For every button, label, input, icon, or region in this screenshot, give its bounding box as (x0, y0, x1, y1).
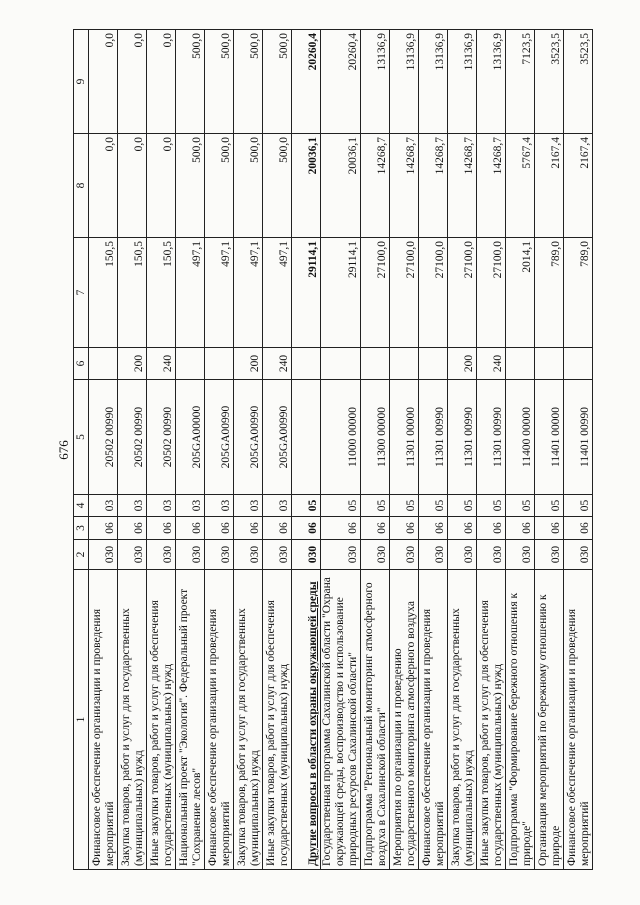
subsection-code-cell: 03 (176, 495, 205, 517)
amount-col8-cell: 14268,7 (419, 134, 448, 238)
target-article-cell: 11401 00990 (564, 380, 593, 495)
expense-type-cell (506, 348, 535, 380)
row-name-cell: Финансовое обеспечение организации и проведения мероприятий (419, 570, 448, 870)
target-article-cell: 20502 00990 (147, 380, 176, 495)
amount-col8-cell: 2167,4 (564, 134, 593, 238)
target-article-cell: 11400 00000 (506, 380, 535, 495)
table-row (419, 30, 448, 870)
section-code-cell: 06 (234, 517, 263, 540)
amount-col8-cell: 500,0 (176, 134, 205, 238)
admin-code-cell: 030 (564, 540, 593, 570)
amount-col8-cell: 0,0 (118, 134, 147, 238)
expense-type-cell (321, 348, 361, 380)
row-name-cell: Финансовое обеспечение организации и проведения мероприятий (89, 570, 118, 870)
table-row (263, 30, 292, 870)
expense-type-cell (292, 348, 321, 380)
table-row (147, 30, 176, 870)
table-row (477, 30, 506, 870)
rotated-content (56, 30, 640, 870)
admin-code-cell: 030 (263, 540, 292, 570)
row-name-cell: Подпрограмма "Региональный мониторинг атмосферного воздуха в Сахалинской области" (361, 570, 390, 870)
amount-col9-cell: 13136,9 (477, 30, 506, 134)
table-row (448, 30, 477, 870)
table-row (506, 30, 535, 870)
admin-code-cell: 030 (419, 540, 448, 570)
expense-type-cell: 240 (263, 348, 292, 380)
row-name-cell: Другие вопросы в области охраны окружающей среды (292, 570, 321, 870)
subsection-code-cell: 05 (564, 495, 593, 517)
admin-code-cell: 030 (390, 540, 419, 570)
expense-type-cell: 200 (448, 348, 477, 380)
subsection-code-cell: 05 (535, 495, 564, 517)
subsection-code-cell: 03 (118, 495, 147, 517)
amount-col7-cell: 27100,0 (448, 238, 477, 348)
row-name-cell: Иные закупки товаров, работ и услуг для обеспечения государственных (муниципальных) нужд (147, 570, 176, 870)
table-body (89, 30, 593, 870)
row-name-cell: Мероприятия по организации и проведению государственного мониторинга атмосферного воздуха (390, 570, 419, 870)
amount-col7-cell: 497,1 (234, 238, 263, 348)
row-name-cell: Государственная программа Сахалинской области "Охрана окружающей среды, воспроизводство и использование природных ресурсов Сахалинской области" (321, 570, 361, 870)
subsection-code-cell: 05 (477, 495, 506, 517)
column-header: 7 (74, 238, 89, 348)
column-header: 8 (74, 134, 89, 238)
expense-type-cell (390, 348, 419, 380)
amount-col8-cell: 14268,7 (477, 134, 506, 238)
admin-code-cell: 030 (205, 540, 234, 570)
header-row (74, 30, 89, 870)
row-name-cell: Национальный проект "Экология". Федеральный проект "Сохранение лесов" (176, 570, 205, 870)
amount-col7-cell: 497,1 (205, 238, 234, 348)
table-row (234, 30, 263, 870)
section-code-cell: 06 (390, 517, 419, 540)
target-article-cell: 205GA00990 (263, 380, 292, 495)
amount-col8-cell: 500,0 (263, 134, 292, 238)
target-article-cell: 205GA00000 (176, 380, 205, 495)
target-article-cell: 11301 00990 (419, 380, 448, 495)
admin-code-cell: 030 (321, 540, 361, 570)
amount-col9-cell: 0,0 (147, 30, 176, 134)
row-name-cell: Организация мероприятий по бережному отношению к природе (535, 570, 564, 870)
amount-col7-cell: 27100,0 (390, 238, 419, 348)
subsection-code-cell: 05 (361, 495, 390, 517)
table-row (321, 30, 361, 870)
section-code-cell: 06 (292, 517, 321, 540)
admin-code-cell: 030 (234, 540, 263, 570)
column-header: 5 (74, 380, 89, 495)
target-article-cell: 20502 00990 (89, 380, 118, 495)
row-name-cell: Закупка товаров, работ и услуг для государственных (муниципальных) нужд (234, 570, 263, 870)
subsection-code-cell: 03 (205, 495, 234, 517)
target-article-cell: 11300 00000 (361, 380, 390, 495)
table-row (390, 30, 419, 870)
expense-type-cell (205, 348, 234, 380)
table-row (535, 30, 564, 870)
amount-col9-cell: 0,0 (89, 30, 118, 134)
amount-col9-cell: 0,0 (118, 30, 147, 134)
admin-code-cell: 030 (477, 540, 506, 570)
expense-type-cell (419, 348, 448, 380)
target-article-cell: 205GA00990 (205, 380, 234, 495)
page-number: 676 (56, 440, 71, 460)
amount-col7-cell: 789,0 (535, 238, 564, 348)
target-article-cell (292, 380, 321, 495)
amount-col9-cell: 500,0 (205, 30, 234, 134)
admin-code-cell: 030 (506, 540, 535, 570)
admin-code-cell: 030 (448, 540, 477, 570)
section-code-cell: 06 (564, 517, 593, 540)
amount-col9-cell: 3523,5 (535, 30, 564, 134)
amount-col9-cell: 500,0 (234, 30, 263, 134)
amount-col7-cell: 150,5 (89, 238, 118, 348)
amount-col7-cell: 29114,1 (292, 238, 321, 348)
target-article-cell: 20502 00990 (118, 380, 147, 495)
section-code-cell: 06 (118, 517, 147, 540)
expense-type-cell (535, 348, 564, 380)
amount-col8-cell: 0,0 (147, 134, 176, 238)
expense-type-cell (361, 348, 390, 380)
amount-col9-cell: 7123,5 (506, 30, 535, 134)
amount-col8-cell: 20036,1 (292, 134, 321, 238)
section-code-cell: 06 (535, 517, 564, 540)
subsection-code-cell: 05 (506, 495, 535, 517)
amount-col7-cell: 27100,0 (361, 238, 390, 348)
amount-col7-cell: 27100,0 (477, 238, 506, 348)
subsection-code-cell: 03 (89, 495, 118, 517)
table-row (564, 30, 593, 870)
table-row (361, 30, 390, 870)
subsection-code-cell: 05 (448, 495, 477, 517)
subsection-code-cell: 05 (321, 495, 361, 517)
row-name-cell: Иные закупки товаров, работ и услуг для обеспечения государственных (муниципальных) нужд (263, 570, 292, 870)
table-row (118, 30, 147, 870)
amount-col8-cell: 500,0 (205, 134, 234, 238)
subsection-code-cell: 03 (147, 495, 176, 517)
amount-col9-cell: 13136,9 (448, 30, 477, 134)
amount-col9-cell: 20260,4 (292, 30, 321, 134)
target-article-cell: 11301 00990 (448, 380, 477, 495)
amount-col7-cell: 27100,0 (419, 238, 448, 348)
table-row (176, 30, 205, 870)
row-name-cell: Подпрограмма "Формирование бережного отношения к природе" (506, 570, 535, 870)
amount-col9-cell: 13136,9 (361, 30, 390, 134)
admin-code-cell: 030 (292, 540, 321, 570)
expense-type-cell: 200 (118, 348, 147, 380)
row-name-cell: Закупка товаров, работ и услуг для государственных (муниципальных) нужд (118, 570, 147, 870)
admin-code-cell: 030 (89, 540, 118, 570)
target-article-cell: 11301 00000 (390, 380, 419, 495)
expense-type-cell: 200 (234, 348, 263, 380)
section-code-cell: 06 (205, 517, 234, 540)
section-code-cell: 06 (176, 517, 205, 540)
budget-table (73, 29, 593, 870)
section-code-cell: 06 (448, 517, 477, 540)
amount-col7-cell: 150,5 (147, 238, 176, 348)
subsection-code-cell: 05 (292, 495, 321, 517)
amount-col7-cell: 789,0 (564, 238, 593, 348)
subsection-code-cell: 05 (390, 495, 419, 517)
row-name-cell: Финансовое обеспечение организации и проведения мероприятий (205, 570, 234, 870)
amount-col9-cell: 500,0 (176, 30, 205, 134)
target-article-cell: 11401 00000 (535, 380, 564, 495)
section-code-cell: 06 (263, 517, 292, 540)
row-name-cell: Иные закупки товаров, работ и услуг для обеспечения государственных (муниципальных) нужд (477, 570, 506, 870)
amount-col7-cell: 497,1 (263, 238, 292, 348)
expense-type-cell (89, 348, 118, 380)
section-code-cell: 06 (89, 517, 118, 540)
subsection-code-cell: 03 (234, 495, 263, 517)
amount-col9-cell: 20260,4 (321, 30, 361, 134)
column-header: 4 (74, 495, 89, 517)
row-name-cell: Закупка товаров, работ и услуг для государственных (муниципальных) нужд (448, 570, 477, 870)
target-article-cell: 11301 00990 (477, 380, 506, 495)
row-name-cell: Финансовое обеспечение организации и проведения мероприятий (564, 570, 593, 870)
amount-col8-cell: 14268,7 (361, 134, 390, 238)
column-header: 2 (74, 540, 89, 570)
amount-col8-cell: 500,0 (234, 134, 263, 238)
amount-col7-cell: 29114,1 (321, 238, 361, 348)
amount-col9-cell: 3523,5 (564, 30, 593, 134)
subsection-code-cell: 05 (419, 495, 448, 517)
amount-col7-cell: 2014,1 (506, 238, 535, 348)
expense-type-cell: 240 (477, 348, 506, 380)
section-code-cell: 06 (477, 517, 506, 540)
section-code-cell: 06 (506, 517, 535, 540)
amount-col8-cell: 20036,1 (321, 134, 361, 238)
admin-code-cell: 030 (147, 540, 176, 570)
section-code-cell: 06 (321, 517, 361, 540)
section-code-cell: 06 (419, 517, 448, 540)
target-article-cell: 205GA00990 (234, 380, 263, 495)
amount-col8-cell: 14268,7 (390, 134, 419, 238)
section-code-cell: 06 (361, 517, 390, 540)
amount-col7-cell: 497,1 (176, 238, 205, 348)
amount-col8-cell: 0,0 (89, 134, 118, 238)
table-row (292, 30, 321, 870)
section-code-cell: 06 (147, 517, 176, 540)
column-header: 6 (74, 348, 89, 380)
admin-code-cell: 030 (535, 540, 564, 570)
amount-col8-cell: 2167,4 (535, 134, 564, 238)
expense-type-cell (564, 348, 593, 380)
expense-type-cell: 240 (147, 348, 176, 380)
target-article-cell: 11000 00000 (321, 380, 361, 495)
amount-col9-cell: 13136,9 (390, 30, 419, 134)
admin-code-cell: 030 (176, 540, 205, 570)
column-header: 1 (74, 570, 89, 870)
amount-col7-cell: 150,5 (118, 238, 147, 348)
admin-code-cell: 030 (118, 540, 147, 570)
subsection-code-cell: 03 (263, 495, 292, 517)
expense-type-cell (176, 348, 205, 380)
admin-code-cell: 030 (361, 540, 390, 570)
column-header: 9 (74, 30, 89, 134)
table-row (205, 30, 234, 870)
column-header: 3 (74, 517, 89, 540)
amount-col8-cell: 14268,7 (448, 134, 477, 238)
amount-col9-cell: 500,0 (263, 30, 292, 134)
amount-col9-cell: 13136,9 (419, 30, 448, 134)
amount-col8-cell: 5767,4 (506, 134, 535, 238)
table-row (89, 30, 118, 870)
